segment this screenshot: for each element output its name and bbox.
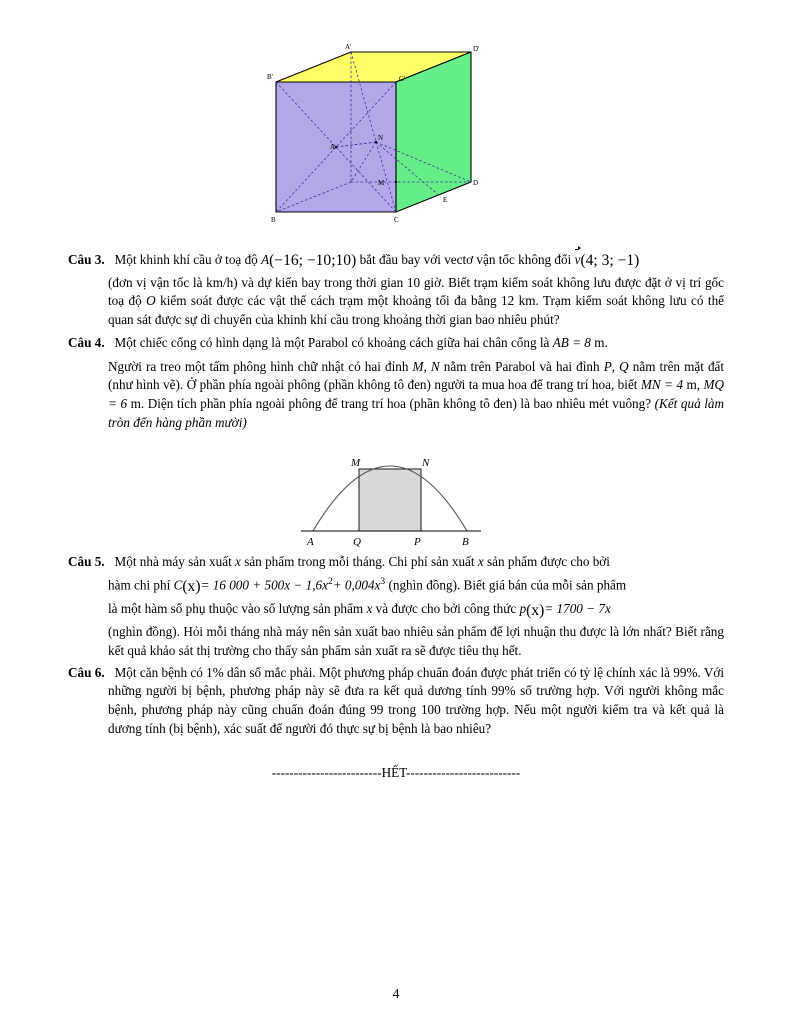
q5-seg1: Một nhà máy sản xuất [114, 553, 232, 569]
q3-seg1: Một khinh khí cầu ở toạ độ [114, 252, 258, 267]
parab-label-N: N [422, 456, 430, 469]
q6-label: Câu 6. [68, 664, 105, 680]
q3-para2a: (đơn vị vận tốc là km/h) và dự kiến bay trong thời gian 10 giờ. Biết trạm kiểm soát không lưu được đặt ở vị trí gốc toạ độ [108, 274, 724, 309]
parabola-svg [271, 439, 521, 551]
q4-line1 [68, 334, 724, 353]
parab-label-P: P [414, 535, 421, 548]
q4-para2a: Người ra treo một tấm phông hình chữ nhật có hai đỉnh [108, 358, 409, 374]
q5-line3 [68, 600, 724, 619]
q4-label: Câu 4. [68, 334, 105, 350]
q4-seg1: Một chiếc cổng có hình dạng là một Parabol có khoảng cách giữa hai chân cổng là [114, 334, 550, 350]
q5-seg2: sản phẩm trong mỗi tháng. Chi phí sản xuất [244, 553, 475, 569]
page-number-text: 4 [392, 986, 400, 1001]
q5-line3a: là một hàm số phụ thuộc vào số lượng sản phẩm [108, 601, 364, 617]
parab-label-A: A [307, 535, 314, 548]
q4-para2b: nằm trên Parabol và hai đỉnh [443, 358, 600, 374]
q5-C: C [173, 577, 183, 593]
q5-p-arg: (x) [526, 601, 545, 619]
parab-label-B: B [462, 535, 469, 548]
label-M: M [378, 179, 385, 187]
q5-x2: x [477, 553, 484, 569]
q5-line2 [68, 576, 724, 595]
parab-label-M: M [351, 456, 361, 469]
q4-comma2: , [611, 358, 616, 374]
banner-rectangle [359, 469, 421, 531]
q5-line1 [68, 553, 724, 572]
q4-MQ: MQ = 6 [108, 377, 725, 412]
q5-p: p [519, 601, 527, 617]
q5-line4 [68, 623, 724, 660]
q3-para2b: kiểm soát được các vật thể cách trạm một khoảng tối đa bằng 12 km. Trạm kiểm soát không lưu có thể quan sát được sự di chuyển của khinh khí cầu trong khoảng thời gian bao nhiêu phút? [108, 293, 725, 328]
q5-line3b: và được cho bởi công thức [375, 601, 517, 617]
q4-MN: MN = 4 [640, 377, 684, 393]
q4-N: N [430, 358, 440, 374]
label-A-prime: A' [345, 43, 352, 51]
q4-note: (Kết quả làm tròn đến hàng phần mười) [108, 396, 725, 430]
page-number [0, 986, 792, 1002]
question-6 [68, 664, 724, 739]
parabola-figure [0, 439, 792, 551]
q5-line2b: (nghìn đồng). Biết giá bán của mỗi sản phẩm [388, 577, 627, 593]
label-A: A [330, 143, 336, 151]
q5-seg3: sản phẩm được cho bởi [487, 553, 610, 569]
q5-line2a: hàm chi phí [108, 577, 171, 593]
q4-paragraph2 [68, 358, 724, 433]
label-D: D [473, 179, 479, 187]
cube-svg [266, 42, 526, 242]
q3-paragraph2 [68, 274, 724, 330]
label-C-prime: C' [399, 75, 405, 83]
q3-line1 [68, 250, 724, 270]
q3-coordA: (−16; −10;10) [269, 252, 357, 270]
label-B: B [271, 216, 276, 224]
end-marker [0, 765, 792, 781]
q3-vector-v: v [575, 250, 581, 270]
q3-seg2: bắt đầu bay với vectơ vận tốc không đổi [359, 252, 572, 267]
q5-x1: x [235, 553, 241, 569]
q4-para2d: m. Diện tích phần phía ngoài phông để trang trí hoa (phần không tô đen) là bao nhiêu mét vuông? [130, 396, 652, 412]
cube-figure [0, 0, 792, 242]
q5-x3: x [366, 601, 373, 617]
q4-mid: m, [686, 377, 701, 393]
q4-seg2: m. [594, 334, 608, 350]
q5-C-exp2: 3 [380, 577, 386, 588]
q4-AB: AB = 8 [552, 334, 591, 350]
question-3 [68, 250, 724, 330]
label-B-prime: B' [267, 73, 273, 81]
q6-text: Một căn bệnh có 1% dân số mắc phải. Một phương pháp chuẩn đoán được phát triển có tỷ lệ chính xác là 99%. Với những người bị bệnh, phương pháp này sẽ đưa ra kết quả dương tính 99% số trường hợp. Với người không mắc bệnh, phương pháp này cũng chuẩn đoán đúng 99 trong 100 trường hợp. Nếu một người kiểm tra và kết quả là dương tính (bị bệnh), xác suất để người đó thực sự bị bệnh là bao nhiêu? [108, 664, 724, 736]
q4-para2c: nằm trên mặt đất (như hình vẽ). Ở phần phía ngoài phông (phần không tô đen) người ta mua hoa để trang trí hoa, biết [108, 358, 725, 393]
q4-Q: Q [619, 358, 629, 374]
q5-C-eq: = 16 000 + 500x − 1,6x [200, 577, 328, 593]
question-4 [68, 334, 724, 433]
q5-label: Câu 5. [68, 553, 105, 569]
q4-M: M [412, 358, 424, 374]
q6-paragraph [68, 664, 724, 739]
q5-line4-text: (nghìn đồng). Hỏi mỗi tháng nhà máy nên sản xuất bao nhiêu sản phẩm để lợi nhuận thu được là lớn nhất? Biết rằng kết quả khảo sát thị trường cho thấy sản phẩm sản xuất ra sẽ được tiêu thụ hết. [108, 624, 724, 658]
label-E: E [443, 196, 448, 204]
q5-C-arg: (x) [182, 577, 201, 595]
q3-point-O: O [146, 293, 156, 309]
q4-comma1: , [423, 358, 427, 374]
q5-p-eq: = 1700 − 7x [544, 601, 611, 617]
q3-label: Câu 3. [68, 252, 105, 267]
het-text: -------------------------HẾT-------------------------- [271, 764, 521, 780]
q4-P: P [603, 358, 612, 374]
q5-C-exp1: 2 [327, 577, 333, 588]
label-N: N [378, 134, 384, 142]
q3-coordV: (4; 3; −1) [580, 252, 640, 270]
q5-C-plus: + 0,004x [332, 577, 381, 593]
parab-label-Q: Q [353, 535, 361, 548]
question-5 [68, 553, 724, 661]
label-C: C [394, 216, 399, 224]
q3-point-A: A [261, 252, 270, 267]
label-D-prime: D' [473, 45, 480, 53]
